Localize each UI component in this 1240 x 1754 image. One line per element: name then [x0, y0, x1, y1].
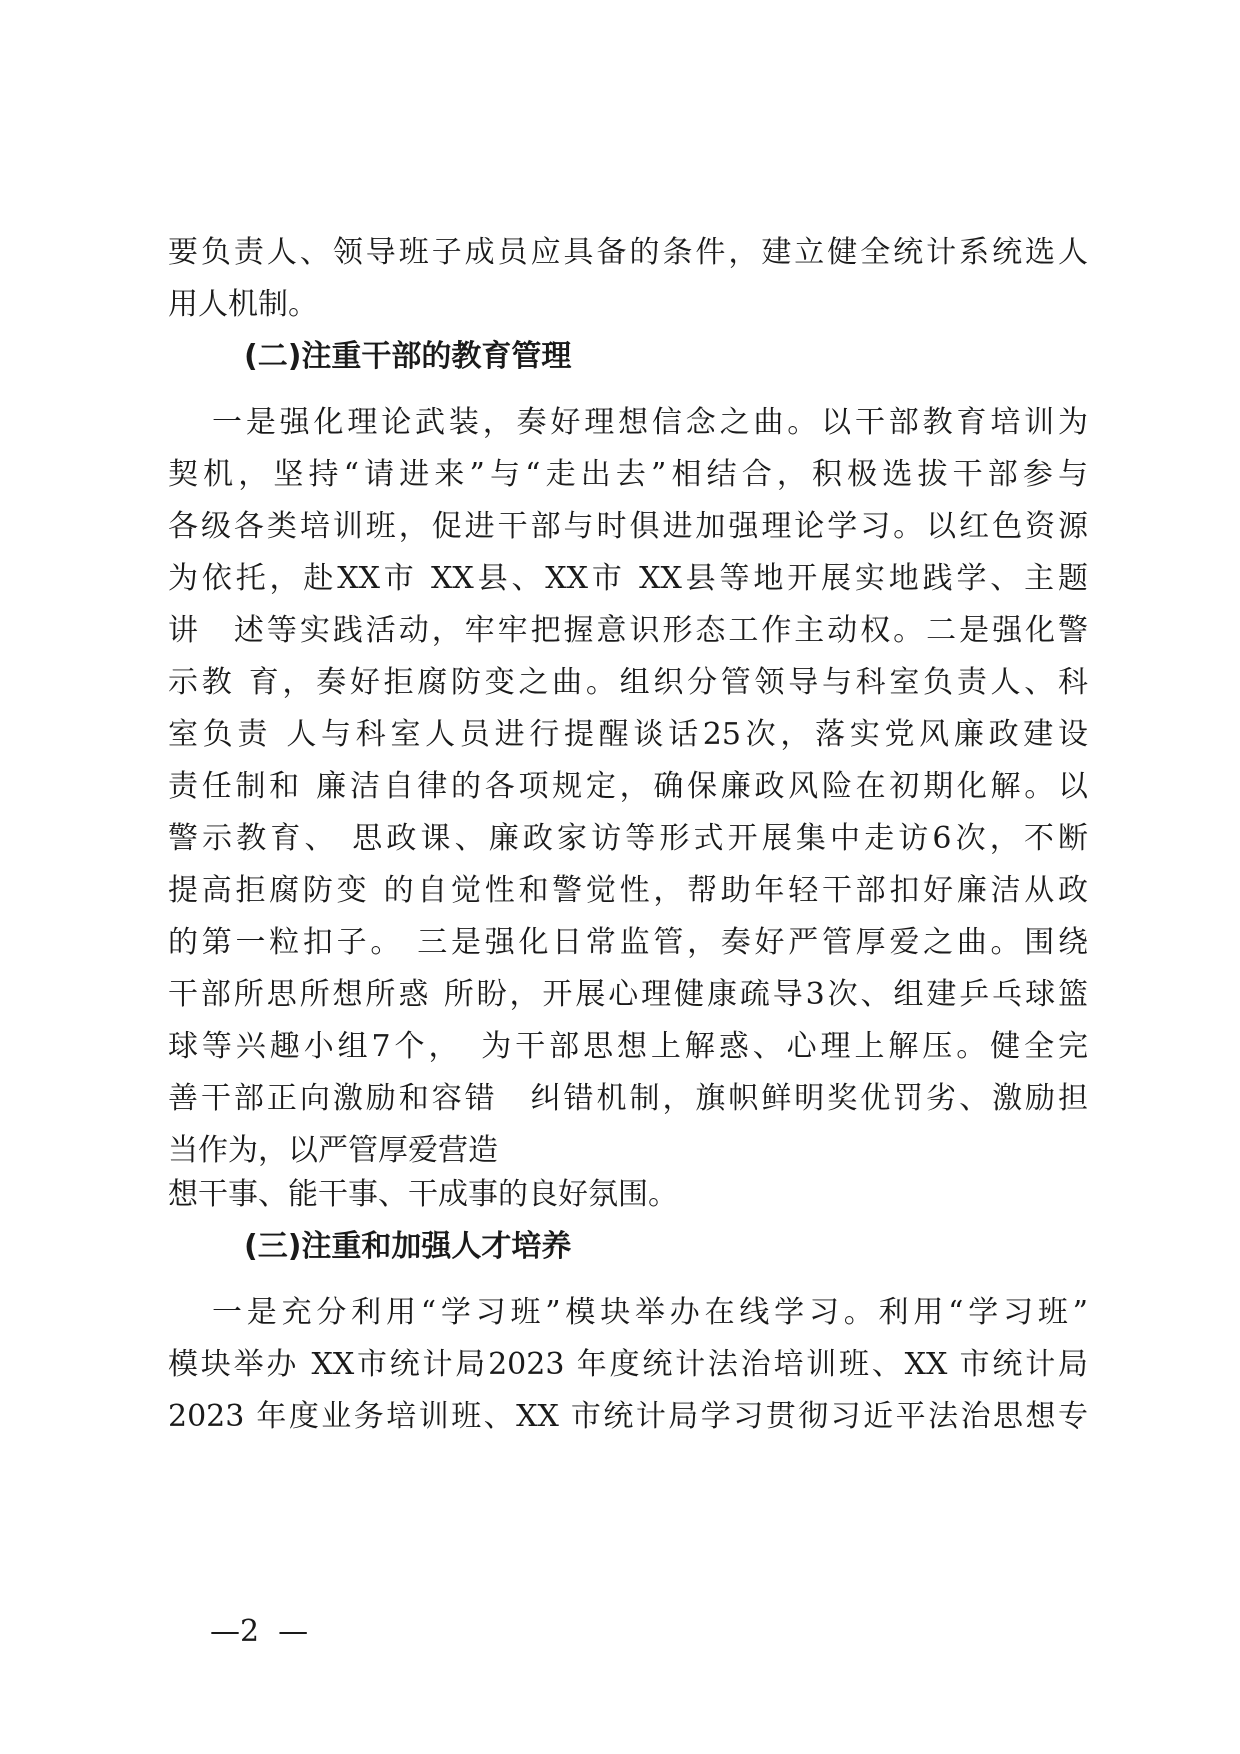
section-heading-2: (二)注重干部的教育管理	[244, 339, 572, 374]
section2-line-10: 提高拒腐防变 的自觉性和警觉性，帮助年轻干部扣好廉洁从政	[168, 873, 1088, 908]
page-number: —2 —	[210, 1614, 309, 1649]
intro-line-2: 用人机制。	[168, 287, 318, 322]
section3-line-3: 2023 年度业务培训班、XX 市统计局学习贯彻习近平法治思想专	[168, 1399, 1088, 1434]
section2-line-11: 的第一粒扣子。 三是强化日常监管，奏好严管厚爱之曲。围绕	[168, 925, 1088, 960]
section2-line-1: 一是强化理论武装，奏好理想信念之曲。以干部教育培训为	[212, 405, 1088, 440]
section2-line-7: 室负责 人与科室人员进行提醒谈话25次，落实党风廉政建设	[168, 717, 1088, 752]
section2-line-16: 想干事、能干事、干成事的良好氛围。	[168, 1177, 678, 1212]
section2-line-4: 为依托，赴XX市 XX县、XX市 XX县等地开展实地践学、主题	[168, 561, 1088, 596]
section2-line-13: 球等兴趣小组7个， 为干部思想上解惑、心理上解压。健全完	[168, 1029, 1088, 1064]
section2-line-2: 契机，坚持“请进来”与“走出去”相结合，积极选拔干部参与	[168, 457, 1088, 492]
section2-line-5: 讲 述等实践活动，牢牢把握意识形态工作主动权。二是强化警	[168, 613, 1088, 648]
section3-line-1: 一是充分利用“学习班”模块举办在线学习。利用“学习班”	[212, 1295, 1088, 1330]
section2-line-9: 警示教育、 思政课、廉政家访等形式开展集中走访6次，不断	[168, 821, 1088, 856]
section-heading-3: (三)注重和加强人才培养	[244, 1229, 572, 1264]
section2-line-3: 各级各类培训班，促进干部与时俱进加强理论学习。以红色资源	[168, 509, 1088, 544]
section2-line-15: 当作为，以严管厚爱营造	[168, 1133, 498, 1168]
section2-line-12: 干部所思所想所惑 所盼，开展心理健康疏导3次、组建乒乓球篮	[168, 977, 1088, 1012]
section2-line-6: 示教 育，奏好拒腐防变之曲。组织分管领导与科室负责人、科	[168, 665, 1088, 700]
intro-line-1: 要负责人、领导班子成员应具备的条件，建立健全统计系统选人	[168, 235, 1088, 270]
section2-line-14: 善干部正向激励和容错 纠错机制，旗帜鲜明奖优罚劣、激励担	[168, 1081, 1088, 1116]
section3-line-2: 模块举办 XX市统计局2023 年度统计法治培训班、XX 市统计局	[168, 1347, 1088, 1382]
section2-line-8: 责任制和 廉洁自律的各项规定，确保廉政风险在初期化解。以	[168, 769, 1088, 804]
